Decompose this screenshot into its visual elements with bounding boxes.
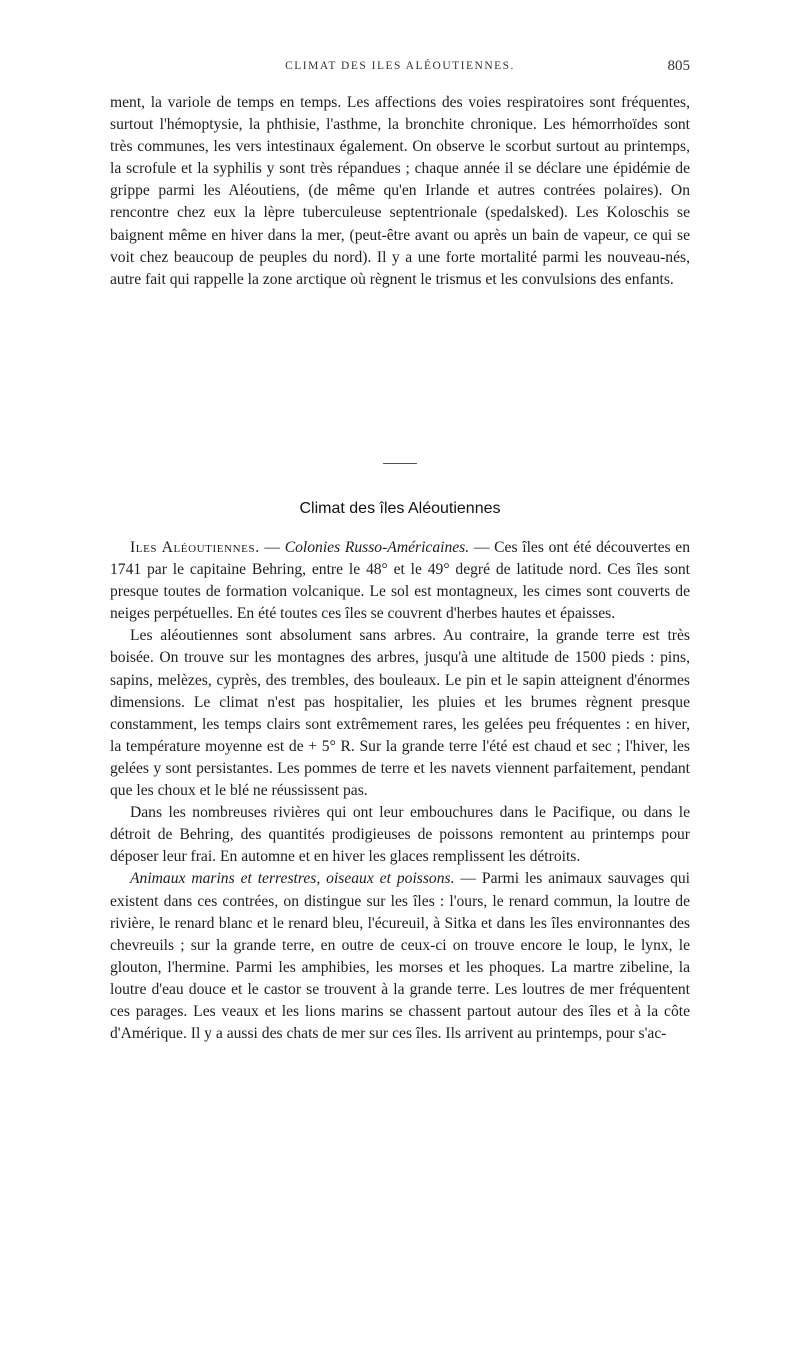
run-in-subheading: Animaux marins et terrestres, oiseaux et poissons. <box>130 870 455 888</box>
running-title: CLIMAT DES ILES ALÉOUTIENNES. <box>285 60 515 72</box>
section-body <box>110 537 690 1045</box>
heading-dash: — <box>259 539 285 556</box>
paragraph-animals <box>110 868 690 1045</box>
section-divider <box>383 463 417 464</box>
paragraph: ment, la variole de temps en temps. Les affections des voies respiratoires sont fréquentes, surtout l'hémoptysie, la phthisie, l'asthme, la bronchite chronique. Les hémorrhoïdes sont très communes, les vers intestinaux également. On observe le scorbut surtout au printemps, la scrofule et la syphilis y sont très répandues ; chaque année il se déclare une épidémie de grippe parmi les Aléoutiens, (de même qu'en Irlande et autres contrées polaires). On rencontre chez eux la lèpre tuberculeuse septentrionale (spedalsked). Les Koloschis se baignent même en hiver dans la mer, (peut-être avant ou après un bain de vapeur, ce qui se voit chez beaucoup de peuples du nord). Il y a une forte mortalité parmi les nouveau-nés, autre fait qui rappelle la zone arctique où règnent le trismus et les convulsions des enfants. <box>110 94 690 288</box>
run-in-subheading: Colonies Russo-Américaines. <box>284 539 470 556</box>
run-in-heading: Iles Aléoutiennes. <box>130 539 260 556</box>
paragraph-text: — Parmi les animaux sauvages qui existent dans ces contrées, on distingue sur les îles : l'ours, le renard commun, la loutre de rivière, le renard blanc et le renard bleu, l'écureuil, à Sitka et dans les îles environnantes des chevreuils ; sur la grande terre, en outre de ceux-ci on trouve encore le loup, le lynx, le glouton, l'hermine. Parmi les amphibies, les morses et les phoques. La martre zibeline, la loutre d'eau douce et le castor se trouvent à la grande terre. Les loutres de mer fréquentent ces parages. Les veaux et les lions marins se chassent partout autour des îles et à la côte d'Amérique. Il y a aussi des chats de mer sur ces îles. Ils arrivent au printemps, pour s'ac- <box>110 870 690 1043</box>
running-header <box>110 60 690 84</box>
paragraph-intro <box>110 537 690 625</box>
section-heading: Climat des îles Aléoutiennes <box>299 500 501 517</box>
continuation-text <box>110 92 690 291</box>
paragraph-vegetation: Les aléoutiennes sont absolument sans arbres. Au contraire, la grande terre est très boisée. On trouve sur les montagnes des arbres, jusqu'à une altitude de 1500 pieds : pins, sapins, melèzes, cyprès, des trembles, des bouleaux. Le pin et le sapin atteignent d'énormes dimensions. Le climat n'est pas hospitalier, les pluies et les brumes règnent presque constamment, les temps clairs sont extrêmement rares, les gelées peu fréquentes : en hiver, la température moyenne est de + 5° R. Sur la grande terre l'été est chaud et sec ; l'hiver, les gelées y sont persistantes. Les pommes de terre et les navets viennent parfaitement, pendant que les choux et le blé ne réussissent pas. <box>110 627 690 800</box>
paragraph-text: — Ces îles ont été découvertes en 1741 par le capitaine Behring, entre le 48° et le 49° degré de latitude nord. Ces îles sont presque toutes de formation volcanique. Le sol est montagneux, les cimes sont couverts de neiges perpétuelles. En été toutes ces îles se couvrent d'herbes hautes et épaisses. <box>110 539 690 623</box>
paragraph-rivers: Dans les nombreuses rivières qui ont leur embouchures dans le Pacifique, ou dans le détroit de Behring, des quantités prodigieuses de poissons remontent au printemps pour déposer leur frai. En automne et en hiver les glaces remplissent les détroits. <box>110 804 690 866</box>
page-number: 805 <box>667 58 690 74</box>
